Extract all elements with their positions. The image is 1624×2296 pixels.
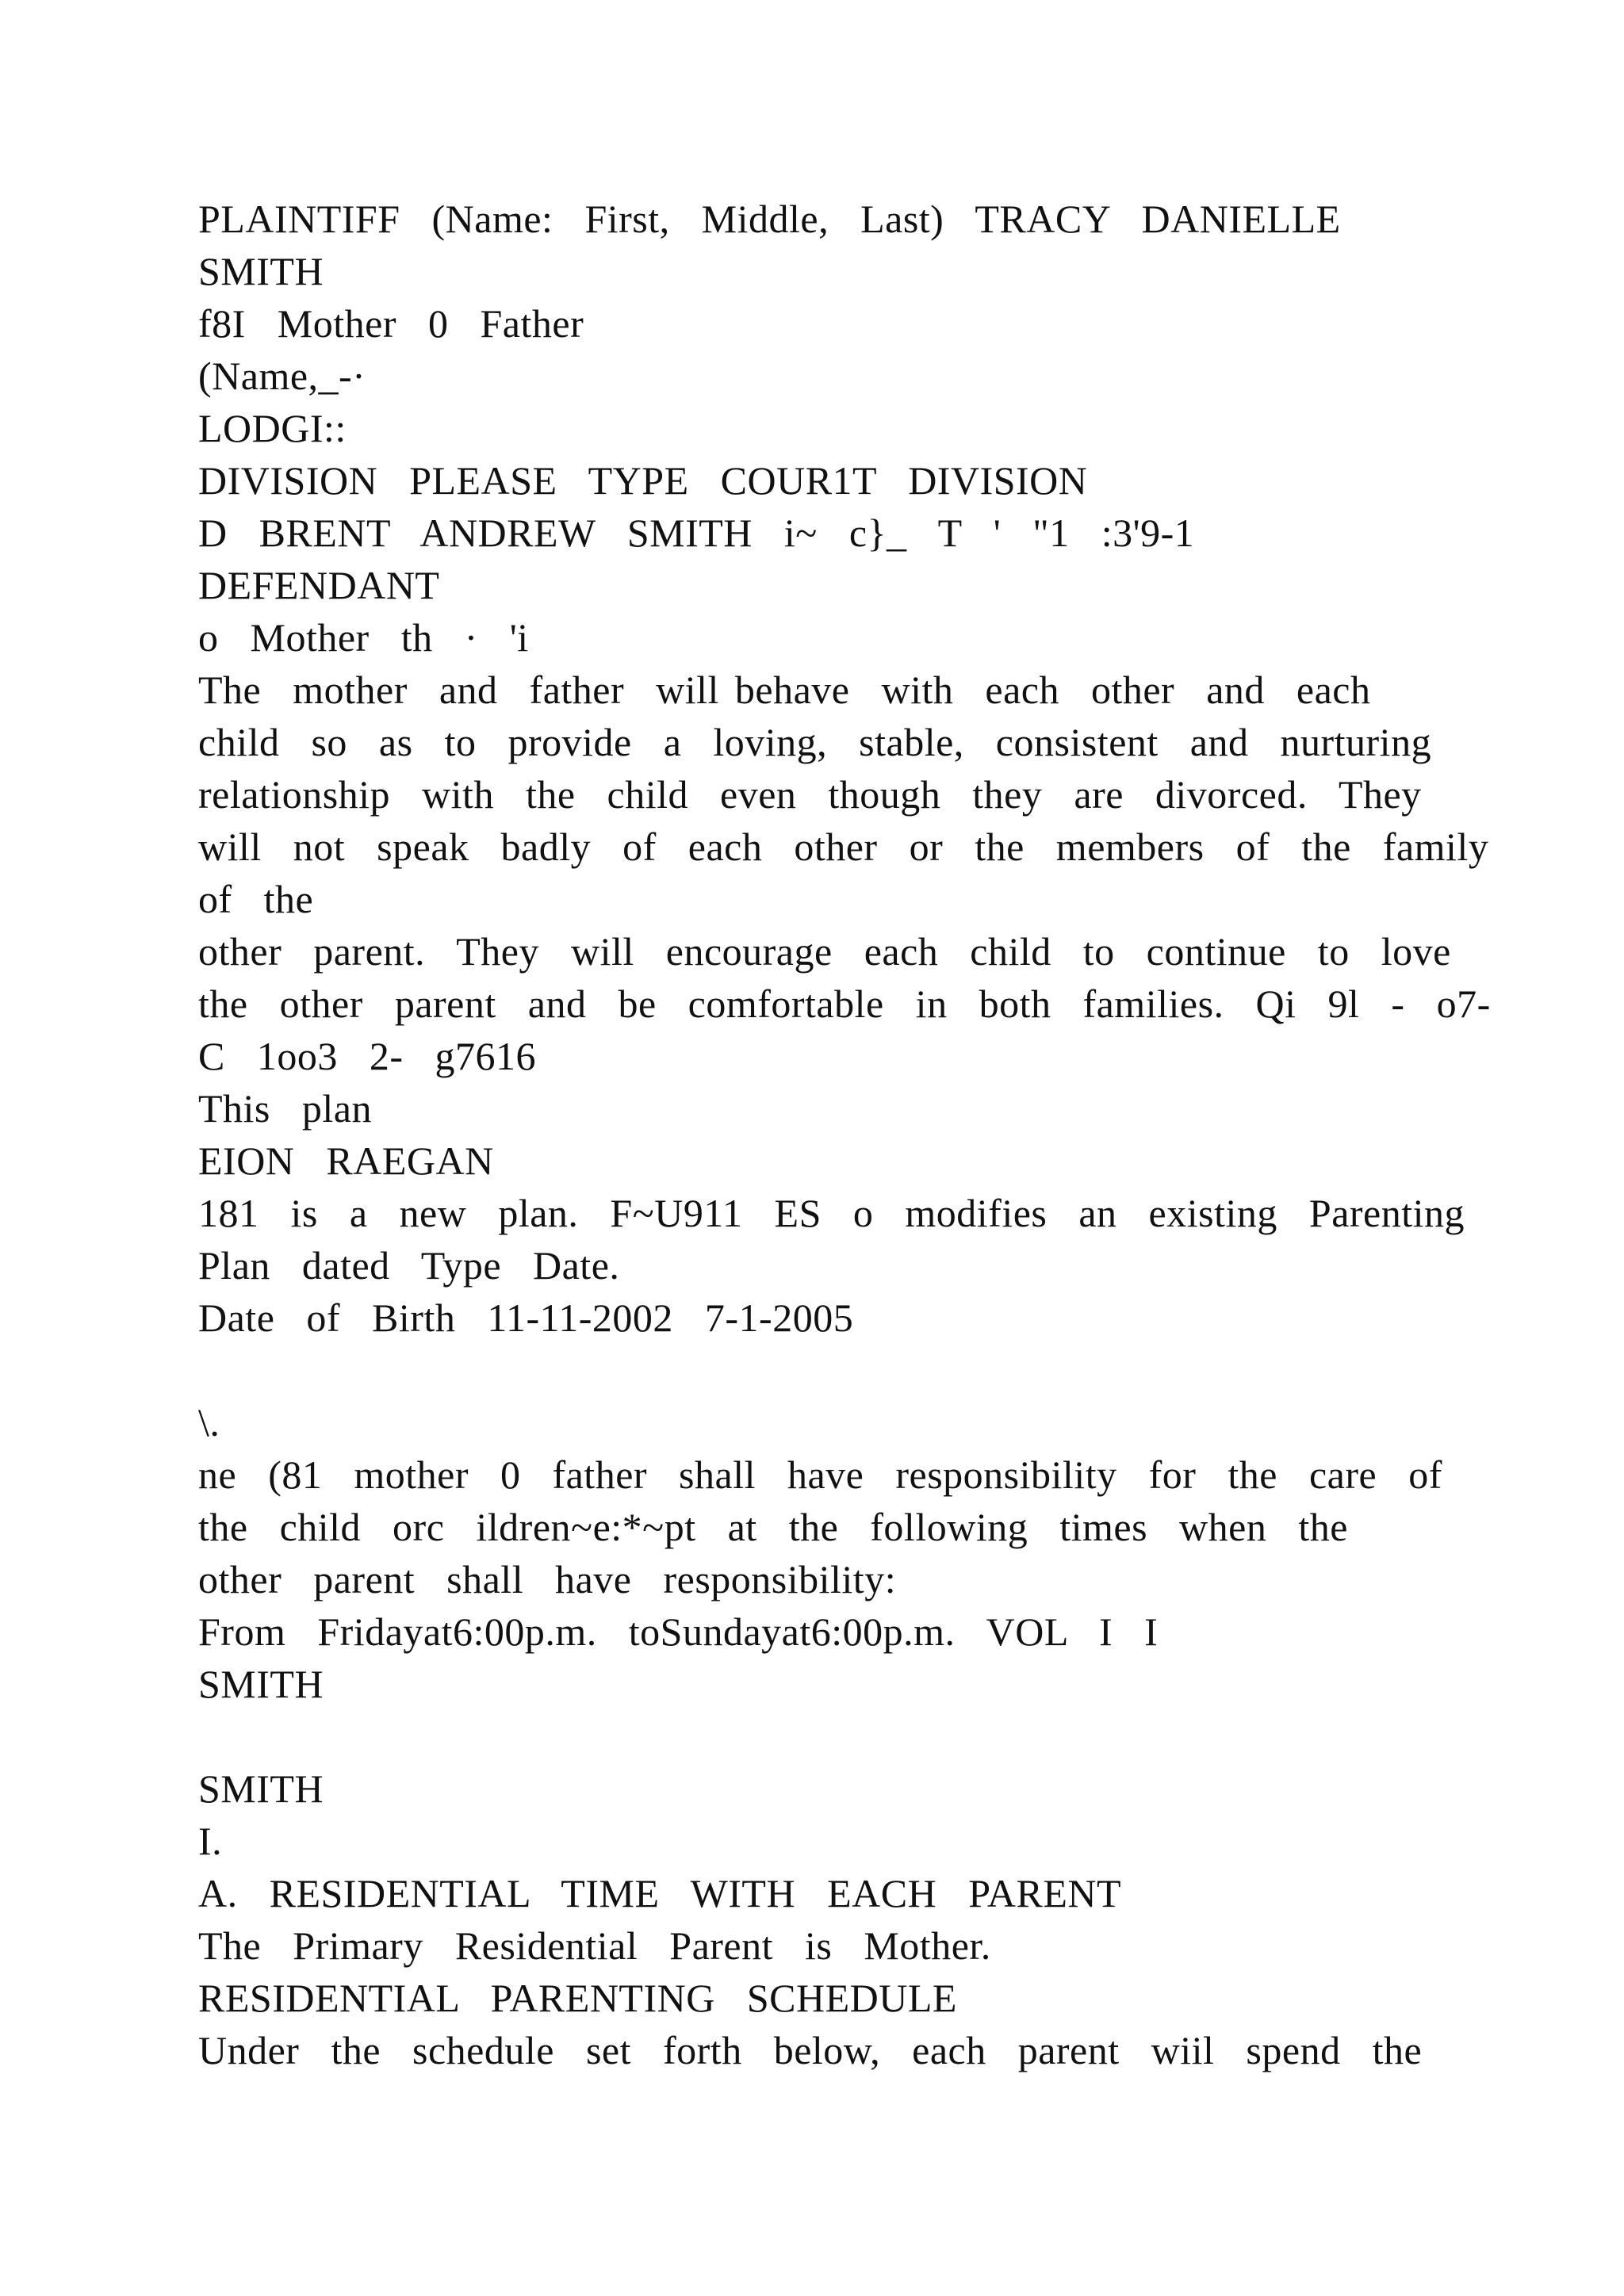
text-line: I. — [198, 1819, 223, 1863]
text-line: 181 is a new plan. F~U911 ES o modifies an existing Parenting — [198, 1191, 1465, 1235]
text-line: the child orc ildren~e:*~pt at the following times when the — [198, 1505, 1348, 1549]
text-line: other parent shall have responsibility: — [198, 1557, 897, 1601]
text-line: DIVISION PLEASE TYPE COUR1T DIVISION — [198, 458, 1088, 503]
text-line: o Mother th · 'i — [198, 615, 529, 660]
section-heading: RESIDENTIAL PARENTING SCHEDULE — [198, 1976, 957, 2020]
text-line: SMITH — [198, 1766, 324, 1811]
blank-line — [198, 1710, 1435, 1762]
text-line: will not speak badly of each other or the members of the family — [198, 825, 1489, 869]
text-line: LODGI:: — [198, 406, 347, 450]
text-line: Plan dated Type Date. — [198, 1243, 620, 1288]
text-line: The mother and father will behave with each other and each — [198, 668, 1371, 712]
text-line: PLAINTIFF (Name: First, Middle, Last) TRACY DANIELLE — [198, 197, 1341, 241]
text-line: SMITH — [198, 249, 324, 293]
text-line: Date of Birth 11-11-2002 7-1-2005 — [198, 1295, 854, 1340]
blank-line — [198, 1344, 1435, 1396]
section-heading: A. RESIDENTIAL TIME WITH EACH PARENT — [198, 1871, 1122, 1915]
text-line: The Primary Residential Parent is Mother. — [198, 1923, 991, 1968]
text-line: \. — [198, 1400, 220, 1445]
text-line: This plan — [198, 1086, 372, 1131]
text-line: DEFENDANT — [198, 563, 440, 607]
text-line: ne (81 mother 0 father shall have responsibility for the care of — [198, 1452, 1442, 1497]
text-line: the other parent and be comfortable in both families. Qi 9l - o7- — [198, 982, 1491, 1026]
text-line: child so as to provide a loving, stable, consistent and nurturing — [198, 720, 1432, 764]
text-line: D BRENT ANDREW SMITH i~ c}_ T ' "1 :3'9-1 — [198, 511, 1195, 555]
text-line: f8I Mother 0 Father — [198, 301, 584, 346]
text-line: relationship with the child even though they are divorced. They — [198, 772, 1422, 817]
text-line: From Fridayat6:00p.m. toSundayat6:00p.m. VOL I I — [198, 1609, 1159, 1654]
text-line: C 1oo3 2- g7616 — [198, 1034, 536, 1078]
text-line: EION RAEGAN — [198, 1138, 494, 1183]
text-line: (Name,_-· — [198, 354, 366, 398]
document-page — [198, 193, 1491, 2076]
text-line: Under the schedule set forth below, each parent wiil spend the — [198, 2028, 1423, 2072]
text-line: other parent. They will encourage each child to continue to love — [198, 929, 1451, 974]
text-line: of the — [198, 877, 314, 921]
text-line: SMITH — [198, 1662, 324, 1706]
